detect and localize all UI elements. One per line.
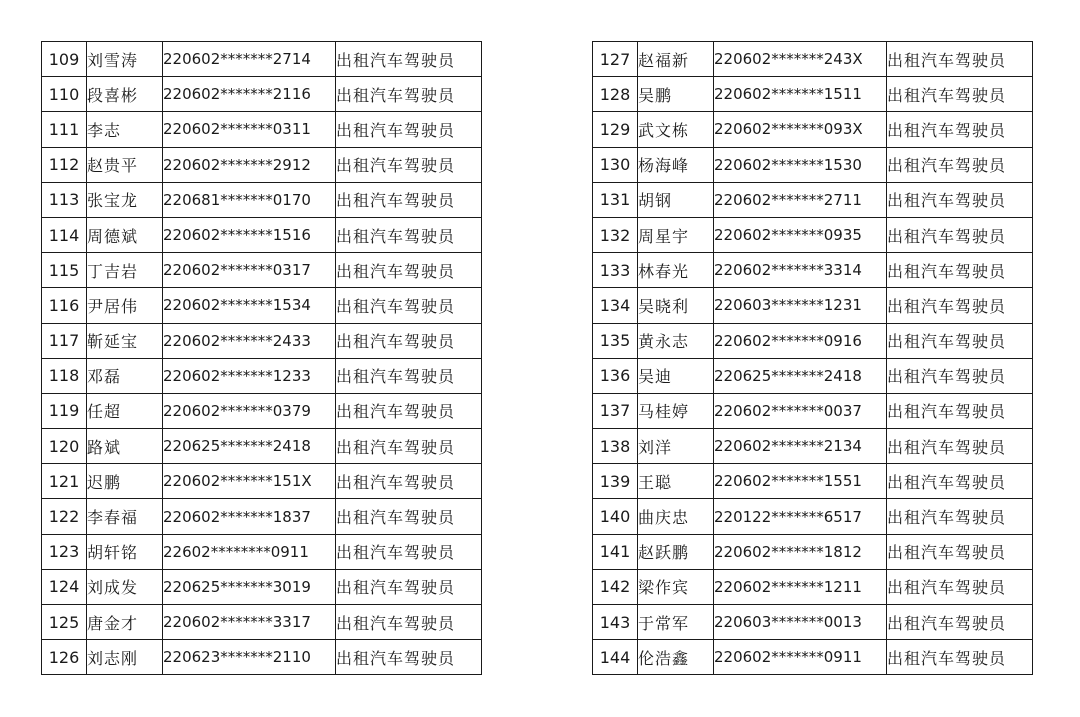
person-name-cell: 赵跃鹏 [638, 534, 714, 569]
row-number-cell: 130 [593, 147, 638, 182]
occupation-cell: 出租汽车驾驶员 [887, 217, 1033, 252]
id-number-cell: 220623*******2110 [163, 640, 336, 675]
table-row [593, 182, 1033, 217]
id-number-cell: 220625*******3019 [163, 569, 336, 604]
table-row [42, 217, 482, 252]
occupation-cell: 出租汽车驾驶员 [887, 42, 1033, 77]
id-number-cell: 220602*******0935 [714, 217, 887, 252]
id-number-cell: 220602*******0037 [714, 393, 887, 428]
person-name-cell: 吴晓利 [638, 288, 714, 323]
occupation-cell: 出租汽车驾驶员 [336, 464, 482, 499]
table-row [593, 499, 1033, 534]
occupation-cell: 出租汽车驾驶员 [336, 147, 482, 182]
row-number-cell: 112 [42, 147, 87, 182]
id-number-cell: 220603*******0013 [714, 605, 887, 640]
row-number-cell: 110 [42, 77, 87, 112]
table-row [593, 253, 1033, 288]
id-number-cell: 220602*******2433 [163, 323, 336, 358]
table-row [593, 640, 1033, 675]
occupation-cell: 出租汽车驾驶员 [336, 217, 482, 252]
table-row [593, 323, 1033, 358]
occupation-cell: 出租汽车驾驶员 [336, 288, 482, 323]
id-number-cell: 220602*******1511 [714, 77, 887, 112]
row-number-cell: 127 [593, 42, 638, 77]
person-name-cell: 曲庆忠 [638, 499, 714, 534]
row-number-cell: 144 [593, 640, 638, 675]
table-row [593, 217, 1033, 252]
row-number-cell: 125 [42, 605, 87, 640]
occupation-cell: 出租汽车驾驶员 [887, 288, 1033, 323]
table-row [593, 288, 1033, 323]
table-row [42, 534, 482, 569]
row-number-cell: 124 [42, 569, 87, 604]
occupation-cell: 出租汽车驾驶员 [887, 605, 1033, 640]
row-number-cell: 123 [42, 534, 87, 569]
row-number-cell: 109 [42, 42, 87, 77]
occupation-cell: 出租汽车驾驶员 [887, 253, 1033, 288]
person-name-cell: 任超 [87, 393, 163, 428]
id-number-cell: 220602*******243X [714, 42, 887, 77]
person-name-cell: 李春福 [87, 499, 163, 534]
id-number-cell: 220602*******1837 [163, 499, 336, 534]
table-row [593, 358, 1033, 393]
person-name-cell: 吴迪 [638, 358, 714, 393]
row-number-cell: 129 [593, 112, 638, 147]
id-number-cell: 220602*******3314 [714, 253, 887, 288]
table-row [593, 112, 1033, 147]
occupation-cell: 出租汽车驾驶员 [336, 534, 482, 569]
row-number-cell: 138 [593, 429, 638, 464]
person-name-cell: 吴鹏 [638, 77, 714, 112]
table-row [42, 499, 482, 534]
id-number-cell: 220603*******1231 [714, 288, 887, 323]
row-number-cell: 133 [593, 253, 638, 288]
table-row [593, 429, 1033, 464]
person-name-cell: 李志 [87, 112, 163, 147]
id-number-cell: 220122*******6517 [714, 499, 887, 534]
row-number-cell: 114 [42, 217, 87, 252]
occupation-cell: 出租汽车驾驶员 [887, 464, 1033, 499]
occupation-cell: 出租汽车驾驶员 [887, 147, 1033, 182]
table-row [42, 429, 482, 464]
occupation-cell: 出租汽车驾驶员 [887, 429, 1033, 464]
id-number-cell: 220602*******1211 [714, 569, 887, 604]
table-row [42, 569, 482, 604]
table-row [42, 288, 482, 323]
id-number-cell: 220602*******2912 [163, 147, 336, 182]
row-number-cell: 111 [42, 112, 87, 147]
row-number-cell: 131 [593, 182, 638, 217]
roster-body-left [42, 42, 482, 675]
person-name-cell: 赵贵平 [87, 147, 163, 182]
id-number-cell: 220625*******2418 [714, 358, 887, 393]
id-number-cell: 220602*******2714 [163, 42, 336, 77]
id-number-cell: 220602*******3317 [163, 605, 336, 640]
person-name-cell: 段喜彬 [87, 77, 163, 112]
table-row [593, 464, 1033, 499]
row-number-cell: 122 [42, 499, 87, 534]
person-name-cell: 迟鹏 [87, 464, 163, 499]
occupation-cell: 出租汽车驾驶员 [887, 358, 1033, 393]
occupation-cell: 出租汽车驾驶员 [887, 569, 1033, 604]
person-name-cell: 胡钢 [638, 182, 714, 217]
table-row [42, 640, 482, 675]
row-number-cell: 115 [42, 253, 87, 288]
id-number-cell: 220681*******0170 [163, 182, 336, 217]
id-number-cell: 220602*******0311 [163, 112, 336, 147]
person-name-cell: 胡轩铭 [87, 534, 163, 569]
table-row [593, 569, 1033, 604]
table-row [42, 323, 482, 358]
row-number-cell: 113 [42, 182, 87, 217]
table-row [42, 147, 482, 182]
table-row [42, 182, 482, 217]
person-name-cell: 周德斌 [87, 217, 163, 252]
table-row [42, 42, 482, 77]
id-number-cell: 220602*******1551 [714, 464, 887, 499]
person-name-cell: 唐金才 [87, 605, 163, 640]
person-name-cell: 周星宇 [638, 217, 714, 252]
table-row [593, 605, 1033, 640]
row-number-cell: 117 [42, 323, 87, 358]
table-row [593, 147, 1033, 182]
occupation-cell: 出租汽车驾驶员 [336, 569, 482, 604]
occupation-cell: 出租汽车驾驶员 [887, 534, 1033, 569]
person-name-cell: 张宝龙 [87, 182, 163, 217]
row-number-cell: 116 [42, 288, 87, 323]
occupation-cell: 出租汽车驾驶员 [336, 182, 482, 217]
occupation-cell: 出租汽车驾驶员 [336, 112, 482, 147]
row-number-cell: 126 [42, 640, 87, 675]
row-number-cell: 139 [593, 464, 638, 499]
person-name-cell: 路斌 [87, 429, 163, 464]
person-name-cell: 梁作宾 [638, 569, 714, 604]
person-name-cell: 刘成发 [87, 569, 163, 604]
id-number-cell: 220602*******1534 [163, 288, 336, 323]
occupation-cell: 出租汽车驾驶员 [887, 182, 1033, 217]
row-number-cell: 142 [593, 569, 638, 604]
table-row [593, 534, 1033, 569]
row-number-cell: 134 [593, 288, 638, 323]
person-name-cell: 于常军 [638, 605, 714, 640]
occupation-cell: 出租汽车驾驶员 [887, 77, 1033, 112]
id-number-cell: 220625*******2418 [163, 429, 336, 464]
id-number-cell: 220602*******2711 [714, 182, 887, 217]
person-name-cell: 王聪 [638, 464, 714, 499]
table-row [593, 77, 1033, 112]
person-name-cell: 靳延宝 [87, 323, 163, 358]
id-number-cell: 220602*******1233 [163, 358, 336, 393]
table-row [42, 358, 482, 393]
id-number-cell: 220602*******2116 [163, 77, 336, 112]
id-number-cell: 220602*******1812 [714, 534, 887, 569]
occupation-cell: 出租汽车驾驶员 [887, 393, 1033, 428]
person-name-cell: 赵福新 [638, 42, 714, 77]
id-number-cell: 220602*******1516 [163, 217, 336, 252]
id-number-cell: 220602*******2134 [714, 429, 887, 464]
roster-body-right [593, 42, 1033, 675]
occupation-cell: 出租汽车驾驶员 [336, 393, 482, 428]
table-row [42, 393, 482, 428]
id-number-cell: 220602*******1530 [714, 147, 887, 182]
table-row [42, 605, 482, 640]
table-row [42, 253, 482, 288]
occupation-cell: 出租汽车驾驶员 [336, 358, 482, 393]
occupation-cell: 出租汽车驾驶员 [336, 429, 482, 464]
row-number-cell: 141 [593, 534, 638, 569]
id-number-cell: 220602*******0911 [714, 640, 887, 675]
person-name-cell: 林春光 [638, 253, 714, 288]
row-number-cell: 140 [593, 499, 638, 534]
row-number-cell: 136 [593, 358, 638, 393]
occupation-cell: 出租汽车驾驶员 [887, 112, 1033, 147]
table-row [593, 393, 1033, 428]
row-number-cell: 121 [42, 464, 87, 499]
person-name-cell: 马桂婷 [638, 393, 714, 428]
table-row [593, 42, 1033, 77]
id-number-cell: 220602*******0379 [163, 393, 336, 428]
occupation-cell: 出租汽车驾驶员 [887, 640, 1033, 675]
occupation-cell: 出租汽车驾驶员 [887, 323, 1033, 358]
row-number-cell: 132 [593, 217, 638, 252]
table-row [42, 77, 482, 112]
occupation-cell: 出租汽车驾驶员 [336, 77, 482, 112]
row-number-cell: 119 [42, 393, 87, 428]
occupation-cell: 出租汽车驾驶员 [336, 42, 482, 77]
person-name-cell: 刘洋 [638, 429, 714, 464]
row-number-cell: 135 [593, 323, 638, 358]
occupation-cell: 出租汽车驾驶员 [336, 605, 482, 640]
id-number-cell: 220602*******0916 [714, 323, 887, 358]
id-number-cell: 220602*******093X [714, 112, 887, 147]
occupation-cell: 出租汽车驾驶员 [336, 323, 482, 358]
occupation-cell: 出租汽车驾驶员 [336, 253, 482, 288]
row-number-cell: 128 [593, 77, 638, 112]
person-name-cell: 刘雪涛 [87, 42, 163, 77]
person-name-cell: 武文栋 [638, 112, 714, 147]
table-row [42, 464, 482, 499]
person-name-cell: 丁吉岩 [87, 253, 163, 288]
person-name-cell: 黄永志 [638, 323, 714, 358]
roster-table-left [41, 41, 482, 675]
occupation-cell: 出租汽车驾驶员 [887, 499, 1033, 534]
row-number-cell: 143 [593, 605, 638, 640]
roster-table-right [592, 41, 1033, 675]
row-number-cell: 137 [593, 393, 638, 428]
person-name-cell: 刘志刚 [87, 640, 163, 675]
id-number-cell: 220602*******151X [163, 464, 336, 499]
row-number-cell: 118 [42, 358, 87, 393]
occupation-cell: 出租汽车驾驶员 [336, 499, 482, 534]
person-name-cell: 伦浩鑫 [638, 640, 714, 675]
person-name-cell: 尹居伟 [87, 288, 163, 323]
row-number-cell: 120 [42, 429, 87, 464]
person-name-cell: 杨海峰 [638, 147, 714, 182]
occupation-cell: 出租汽车驾驶员 [336, 640, 482, 675]
id-number-cell: 22602********0911 [163, 534, 336, 569]
id-number-cell: 220602*******0317 [163, 253, 336, 288]
table-row [42, 112, 482, 147]
person-name-cell: 邓磊 [87, 358, 163, 393]
